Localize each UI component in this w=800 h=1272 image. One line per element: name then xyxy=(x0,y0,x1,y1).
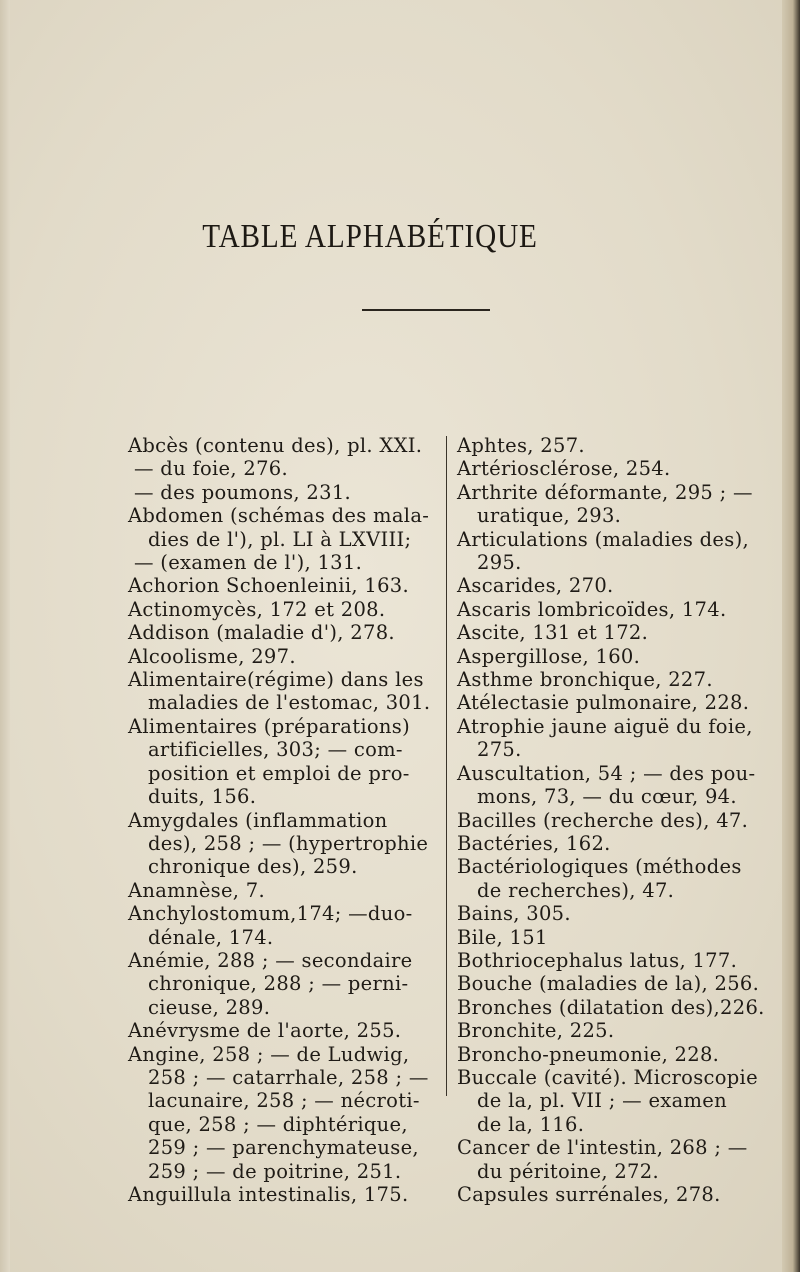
index-entry xyxy=(128,598,436,621)
title-rule xyxy=(362,309,490,311)
index-entry-line: Ascarides, 270. xyxy=(457,574,614,598)
index-entry-line: Alimentaires (préparations) xyxy=(128,714,411,738)
index-entry-line: Ascite, 131 et 172. xyxy=(457,621,649,645)
index-entry-line: Auscultation, 54 ; — des pou- xyxy=(457,761,756,785)
index-entry xyxy=(457,598,762,621)
index-entry-line: Abdomen (schémas des mala- xyxy=(128,504,430,528)
index-entry-continuation: dénale, 174. xyxy=(148,925,274,949)
index-entry-line: Asthme bronchique, 227. xyxy=(457,668,713,692)
index-entry xyxy=(457,668,762,691)
index-entry xyxy=(128,481,436,504)
index-entry-continuation: dies de l'), pl. LI à LXVIII; xyxy=(148,527,412,551)
index-entry-line: Anémie, 288 ; — secondaire xyxy=(128,948,413,972)
page-title: TABLE ALPHABÉTIQUE xyxy=(202,218,538,255)
index-entry-line: Addison (maladie d'), 278. xyxy=(128,621,395,645)
index-entry-line: — du foie, 276. xyxy=(134,457,288,481)
index-entry-continuation: 295. xyxy=(477,551,522,575)
index-entry-line: Artériosclérose, 254. xyxy=(457,457,671,481)
index-entry xyxy=(128,949,436,1019)
index-entry-continuation: duits, 156. xyxy=(148,785,257,809)
index-entry xyxy=(457,1066,762,1136)
index-entry-line: Bronches (dilatation des),226. xyxy=(457,995,765,1019)
index-entry xyxy=(128,1043,436,1183)
index-entry-line: Bouche (maladies de la), 256. xyxy=(457,972,760,996)
index-entry-line: Bile, 151 xyxy=(457,925,548,949)
index-entry-line: Amygdales (inflammation xyxy=(128,808,388,832)
index-entry-line: Cancer de l'intestin, 268 ; — xyxy=(457,1136,748,1160)
index-entry-line: Bothriocephalus latus, 177. xyxy=(457,948,738,972)
index-entry xyxy=(128,457,436,480)
index-entry xyxy=(457,645,762,668)
index-entry-line: Bronchite, 225. xyxy=(457,1019,615,1043)
index-entry-continuation: 258 ; — catarrhale, 258 ; — xyxy=(148,1065,429,1089)
index-column-right xyxy=(457,434,765,1206)
index-entry-continuation: position et emploi de pro- xyxy=(148,761,410,785)
index-entry-line: Angine, 258 ; — de Ludwig, xyxy=(128,1042,410,1066)
index-entry xyxy=(128,645,436,668)
index-entry xyxy=(457,528,762,575)
index-entry-line: Capsules surrénales, 278. xyxy=(457,1183,721,1206)
index-entry-continuation: de la, pl. VII ; — examen xyxy=(477,1089,728,1113)
index-entry xyxy=(457,457,762,480)
index-entry xyxy=(457,902,762,925)
index-entry-line: Bactéries, 162. xyxy=(457,831,611,855)
index-entry xyxy=(457,832,762,855)
index-entry xyxy=(457,481,762,528)
index-entry xyxy=(457,949,762,972)
index-entry xyxy=(128,809,436,879)
index-entry xyxy=(457,715,762,762)
index-entry-line: Ascaris lombricoïdes, 174. xyxy=(457,597,727,621)
index-entry-line: Arthrite déformante, 295 ; — xyxy=(457,480,753,504)
index-entry-line: Anamnèse, 7. xyxy=(128,878,266,902)
index-entry-line: Bacilles (recherche des), 47. xyxy=(457,808,749,832)
index-entry-line: Abcès (contenu des), pl. XXI. xyxy=(128,434,423,457)
index-entry-line: Anévrysme de l'aorte, 255. xyxy=(128,1019,402,1043)
index-entry-continuation: 275. xyxy=(477,738,522,762)
index-entry xyxy=(128,621,436,644)
index-entry-continuation: 259 ; — parenchymateuse, xyxy=(148,1136,419,1160)
index-entry-line: — des poumons, 231. xyxy=(134,480,352,504)
index-entry xyxy=(457,1019,762,1042)
index-entry xyxy=(457,762,762,809)
index-entry xyxy=(457,1183,762,1206)
index-entry-line: Achorion Schoenleinii, 163. xyxy=(128,574,409,598)
index-entry xyxy=(128,1183,436,1206)
index-entry-continuation: des), 258 ; — (hypertrophie xyxy=(148,831,429,855)
index-entry-line: Alimentaire(régime) dans les xyxy=(128,668,424,692)
index-entry xyxy=(457,855,762,902)
index-entry-line: Atélectasie pulmonaire, 228. xyxy=(457,691,750,715)
index-entry xyxy=(457,1043,762,1066)
index-entry xyxy=(457,926,762,949)
index-entry-line: Anchylostomum,174; —duo- xyxy=(128,902,413,926)
index-entry xyxy=(128,668,436,715)
index-entry-line: Aphtes, 257. xyxy=(457,434,585,457)
index-entry xyxy=(457,1136,762,1183)
page-left-edge xyxy=(0,0,10,1272)
index-entry-line: Bactériologiques (méthodes xyxy=(457,855,742,879)
index-entry xyxy=(457,434,762,457)
index-entry-continuation: de la, 116. xyxy=(477,1112,585,1136)
index-entry-continuation: de recherches), 47. xyxy=(477,878,675,902)
index-entry-continuation: uratique, 293. xyxy=(477,504,622,528)
index-entry-line: Bains, 305. xyxy=(457,902,571,926)
index-entry-continuation: mons, 73, — du cœur, 94. xyxy=(477,785,737,809)
index-entry xyxy=(128,504,436,551)
index-entry-continuation: chronique, 288 ; — perni- xyxy=(148,972,409,996)
index-entry-continuation: cieuse, 289. xyxy=(148,995,271,1019)
index-entry-continuation: chronique des), 259. xyxy=(148,855,358,879)
column-divider xyxy=(446,436,447,1096)
index-entry xyxy=(457,809,762,832)
index-entry-line: Actinomycès, 172 et 208. xyxy=(128,597,386,621)
index-entry-continuation: lacunaire, 258 ; — nécroti- xyxy=(148,1089,420,1113)
index-column-left xyxy=(128,434,436,1206)
index-entry-line: Buccale (cavité). Microscopie xyxy=(457,1065,758,1089)
index-entry-line: Alcoolisme, 297. xyxy=(128,644,296,668)
page-right-edge xyxy=(782,0,800,1272)
index-entry-line: Articulations (maladies des), xyxy=(457,527,749,551)
index-entry-line: Anguillula intestinalis, 175. xyxy=(128,1183,409,1206)
index-entry xyxy=(457,995,765,1019)
index-entry xyxy=(128,434,436,457)
index-entry xyxy=(128,551,436,574)
index-entry-line: — (examen de l'), 131. xyxy=(134,551,363,575)
index-entry xyxy=(457,691,762,714)
index-entry xyxy=(457,972,762,995)
index-entry-line: Aspergillose, 160. xyxy=(457,644,641,668)
index-entry xyxy=(128,879,436,902)
index-entry xyxy=(128,902,436,949)
index-entry-continuation: du péritoine, 272. xyxy=(477,1159,659,1183)
index-entry xyxy=(128,1019,436,1042)
index-entry xyxy=(457,574,762,597)
index-entry-line: Atrophie jaune aiguë du foie, xyxy=(457,714,753,738)
index-entry-continuation: artificielles, 303; — com- xyxy=(148,738,403,762)
index-entry-continuation: que, 258 ; — diphtérique, xyxy=(148,1112,408,1136)
index-entry-continuation: 259 ; — de poitrine, 251. xyxy=(148,1159,402,1183)
index-entry-line: Broncho-pneumonie, 228. xyxy=(457,1042,720,1066)
index-entry xyxy=(128,715,436,809)
index-entry xyxy=(457,621,762,644)
index-entry xyxy=(128,574,436,597)
index-entry-continuation: maladies de l'estomac, 301. xyxy=(148,691,431,715)
